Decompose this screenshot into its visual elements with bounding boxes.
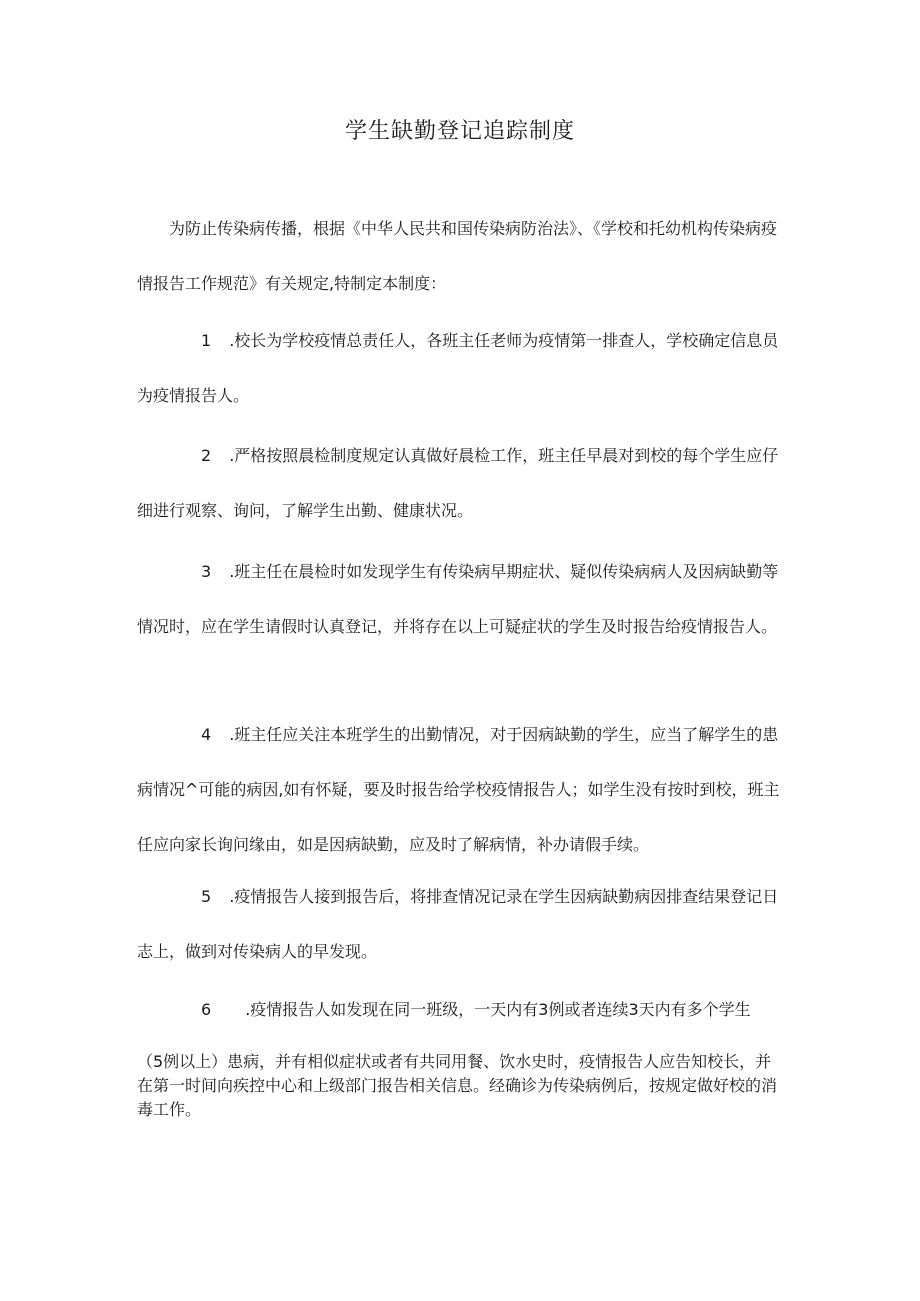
clause-number: 6	[201, 1000, 212, 1019]
clause-number: 3	[201, 562, 212, 581]
clause-2	[137, 428, 787, 538]
clause-number: 4	[201, 725, 212, 744]
clause-text: .班主任应关注本班学生的出勤情况，对于因病缺勤的学生，应当了解学生的患病情况^可能的病因,如有怀疑，要及时报告给学校疫情报告人；如学生没有按时到校，班主任应向家长询问缘由，如是因病缺勤，应及时了解病情，补办请假手续。	[137, 725, 780, 854]
document-title: 学生缺勤登记追踪制度	[344, 119, 575, 144]
clause-6-first-line	[137, 982, 787, 1037]
clause-5	[137, 869, 787, 979]
clause-number: 5	[201, 887, 212, 906]
clause-1	[137, 313, 787, 423]
clause-text: .严格按照晨检制度规定认真做好晨检工作，班主任早晨对到校的每个学生应仔细进行观察、询问，了解学生出勤、健康状况。	[137, 446, 779, 520]
clause-text: .班主任在晨检时如发现学生有传染病早期症状、疑似传染病病人及因病缺勤等情况时，应在学生请假时认真登记，并将存在以上可疑症状的学生及时报告给疫情报告人。	[137, 562, 779, 636]
clause-6-continuation: （5例以上）患病，并有相似症状或者有共同用餐、饮水史时，疫情报告人应告知校长，并在第一时间向疾控中心和上级部门报告相关信息。经确诊为传染病例后，按规定做好校的消毒工作。	[137, 1052, 778, 1119]
clause-4	[137, 707, 787, 872]
clause-text: .疫情报告人如发现在同一班级，一天内有3例或者连续3天内有多个学生	[245, 1000, 751, 1019]
intro-paragraph: 为防止传染病传播，根据《中华人民共和国传染病防治法》、《学校和托幼机构传染病疫情报告工作规范》有关规定,特制定本制度：	[137, 219, 778, 293]
clause-number: 1	[201, 331, 212, 350]
clause-text: .校长为学校疫情总责任人，各班主任老师为疫情第一排查人，学校确定信息员为疫情报告人。	[137, 331, 779, 405]
clause-text: .疫情报告人接到报告后，将排查情况记录在学生因病缺勤病因排查结果登记日志上，做到对传染病人的早发现。	[137, 887, 779, 961]
clause-number: 2	[201, 446, 212, 465]
clause-3	[137, 544, 787, 654]
